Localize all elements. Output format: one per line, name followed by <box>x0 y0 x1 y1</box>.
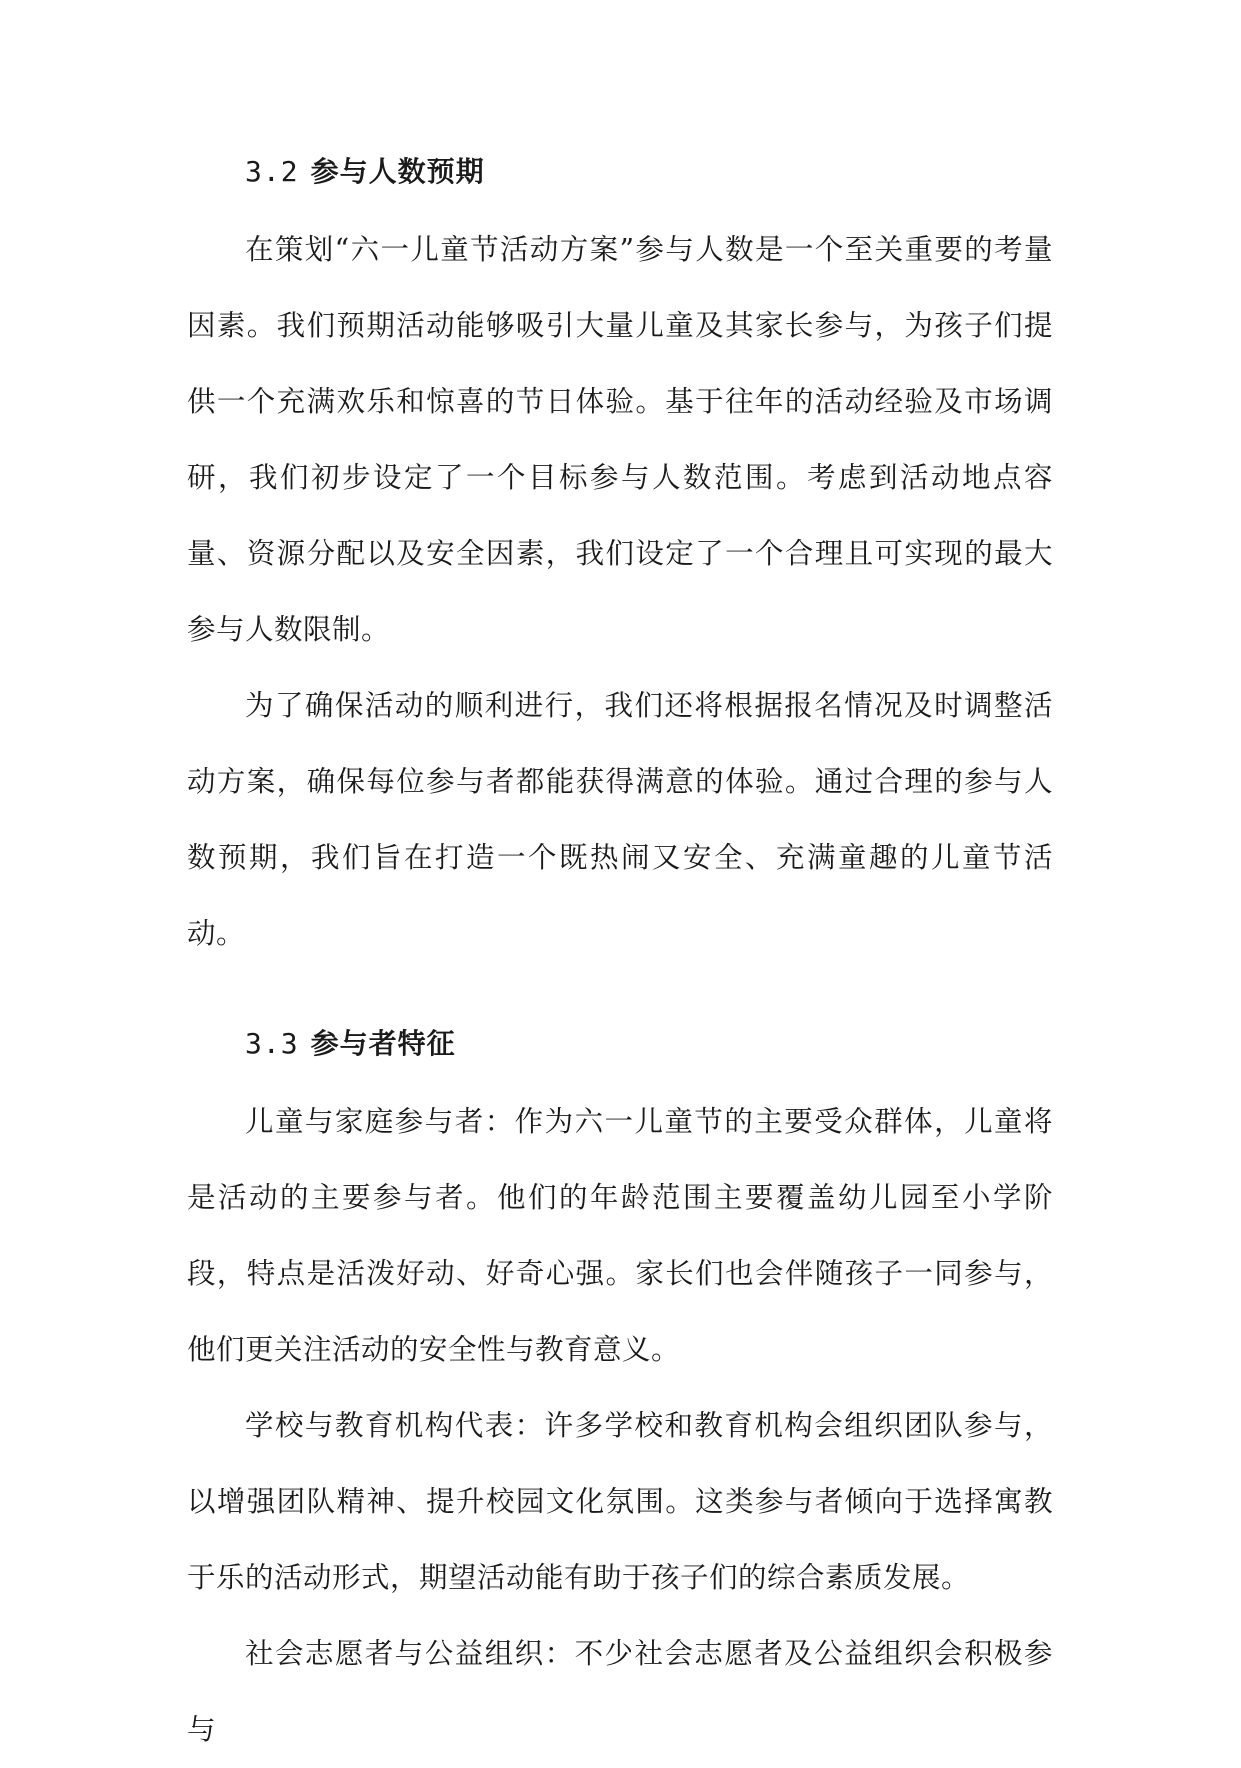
section-number: 3.2 <box>245 155 299 188</box>
section-heading-3-3 <box>187 1014 1053 1074</box>
section-title: 参与人数预期 <box>310 155 485 188</box>
document-body <box>187 142 1053 1768</box>
paragraph: 学校与教育机构代表：许多学校和教育机构会组织团队参与，以增强团队精神、提升校园文化氛围。这类参与者倾向于选择寓教于乐的活动形式，期望活动能有助于孩子们的综合素质发展。 <box>187 1409 1053 1594</box>
paragraph: 社会志愿者与公益组织：不少社会志愿者及公益组织会积极参与 <box>187 1637 1053 1746</box>
section-number: 3.3 <box>245 1027 299 1060</box>
paragraph: 为了确保活动的顺利进行，我们还将根据报名情况及时调整活动方案，确保每位参与者都能获得满意的体验。通过合理的参与人数预期，我们旨在打造一个既热闹又安全、充满童趣的儿童节活动。 <box>187 689 1053 950</box>
section-title: 参与者特征 <box>310 1027 456 1060</box>
paragraph: 儿童与家庭参与者：作为六一儿童节的主要受众群体，儿童将是活动的主要参与者。他们的年龄范围主要覆盖幼儿园至小学阶段，特点是活泼好动、好奇心强。家长们也会伴随孩子一同参与，他们更关注活动的安全性与教育意义。 <box>187 1105 1053 1366</box>
section-heading-3-2 <box>187 142 1053 202</box>
paragraph: 在策划“六一儿童节活动方案”参与人数是一个至关重要的考量因素。我们预期活动能够吸引大量儿童及其家长参与，为孩子们提供一个充满欢乐和惊喜的节日体验。基于往年的活动经验及市场调研，我们初步设定了一个目标参与人数范围。考虑到活动地点容量、资源分配以及安全因素，我们设定了一个合理且可实现的最大参与人数限制。 <box>187 233 1053 646</box>
